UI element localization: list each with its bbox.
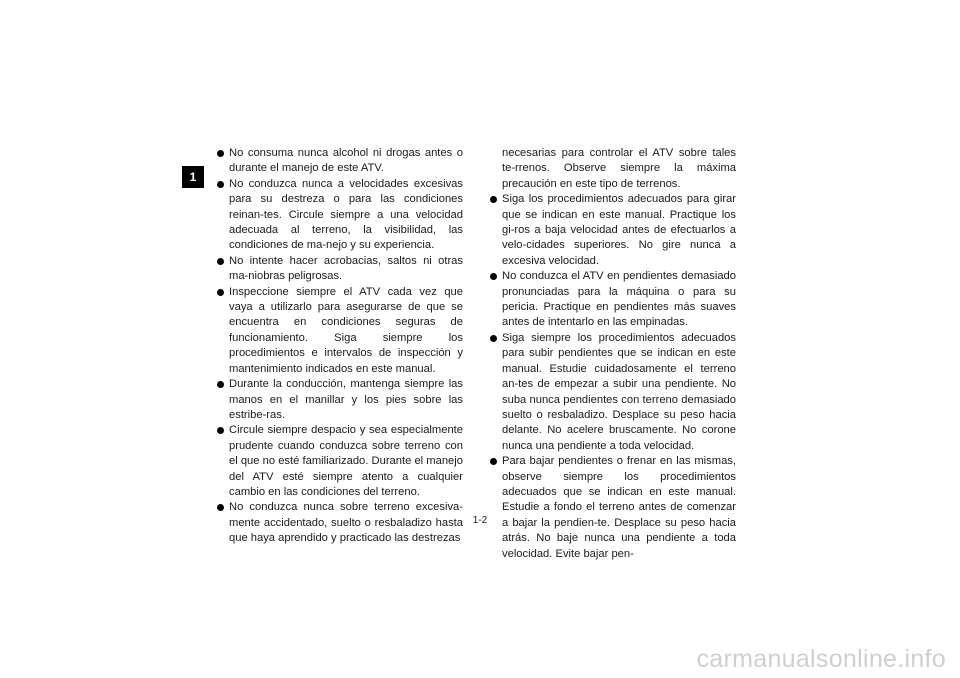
continuation-paragraph: necesarias para controlar el ATV sobre tales te-rrenos. Observe siempre la máxima precaución en este tipo de terrenos.	[502, 147, 736, 190]
bullet-icon	[217, 427, 224, 434]
right-column	[490, 146, 736, 562]
list-item-text: No conduzca el ATV en pendientes demasiado pronunciadas para la máquina o para su pericia. Practique en pendientes más suaves antes de intentarlo en las empinadas.	[502, 270, 736, 329]
list-item	[490, 192, 736, 269]
bullet-icon	[217, 150, 224, 157]
list-item	[490, 454, 736, 562]
bullet-icon	[490, 335, 497, 342]
list-item	[490, 269, 736, 331]
list-item	[217, 285, 463, 377]
list-item	[217, 377, 463, 423]
bullet-icon	[217, 504, 224, 511]
bullet-icon	[217, 181, 224, 188]
list-item	[217, 254, 463, 285]
list-item-text: Circule siempre despacio y sea especialmente prudente cuando conduzca sobre terreno con el que no esté familiarizado. Durante el manejo del ATV esté siempre atento a cualquier cambio en las condiciones del terreno.	[229, 424, 463, 498]
chapter-number: 1	[189, 170, 197, 184]
list-item-text: No consuma nunca alcohol ni drogas antes o durante el manejo de este ATV.	[229, 147, 463, 175]
bullet-icon	[217, 381, 224, 388]
list-item	[217, 423, 463, 500]
list-item-text: Siga siempre los procedimientos adecuados para subir pendientes que se indican en este manual. Estudie cuidadosamente el terreno an-tes de empezar a subir una pendiente. No suba nunca pendientes con terreno demasiado suelto o resbaladizo. Desplace su peso hacia delante. No acelere bruscamente. No corone nunca una pendiente a toda velocidad.	[502, 331, 736, 452]
page-number: 1-2	[472, 515, 488, 526]
list-item-text: Inspeccione siempre el ATV cada vez que vaya a utilizarlo para asegurarse de que se encuentra en condiciones seguras de funcionamiento. Siga siempre los procedimientos e intervalos de inspección y mantenimiento indicados en este manual.	[229, 285, 463, 375]
list-item	[217, 177, 463, 254]
right-bullet-list	[490, 192, 736, 562]
bullet-icon	[490, 273, 497, 280]
list-item-text: No intente hacer acrobacias, saltos ni otras ma-niobras peligrosas.	[229, 254, 463, 283]
list-item-text: Durante la conducción, mantenga siempre las manos en el manillar y los pies sobre las estribe-ras.	[229, 378, 463, 421]
bullet-icon	[490, 196, 497, 203]
watermark: carmanualsonline.info	[696, 645, 946, 673]
list-item-text: Para bajar pendientes o frenar en las mismas, observe siempre los procedimientos adecuados que se indican en este manual. Estudie a fondo el terreno antes de comenzar a bajar la pendien-te. Desplace su peso hacia atrás. No baje nunca una pendiente a toda velocidad. Evite bajar pen-	[502, 455, 736, 560]
chapter-tab	[182, 166, 204, 188]
left-bullet-list	[217, 146, 463, 547]
bullet-icon	[490, 458, 497, 465]
list-item-text: No conduzca nunca a velocidades excesivas para su destreza o para las condiciones reinan-tes. Circule siempre a una velocidad adecuada al terreno, la visibilidad, las condiciones de ma-nejo y su experiencia.	[229, 177, 463, 252]
list-item	[490, 331, 736, 454]
list-item-text: Siga los procedimientos adecuados para girar que se indican en este manual. Practique los gi-ros a baja velocidad antes de efectuarlos a velo-cidades superiores. No gire nunca a excesiva velocidad.	[502, 193, 736, 267]
list-item	[217, 146, 463, 177]
bullet-icon	[217, 258, 224, 265]
left-column	[217, 146, 463, 547]
list-item-text: No conduzca nunca sobre terreno excesiva-mente accidentado, suelto o resbaladizo hasta que haya aprendido y practicado las destrezas	[229, 501, 463, 545]
bullet-icon	[217, 289, 224, 296]
